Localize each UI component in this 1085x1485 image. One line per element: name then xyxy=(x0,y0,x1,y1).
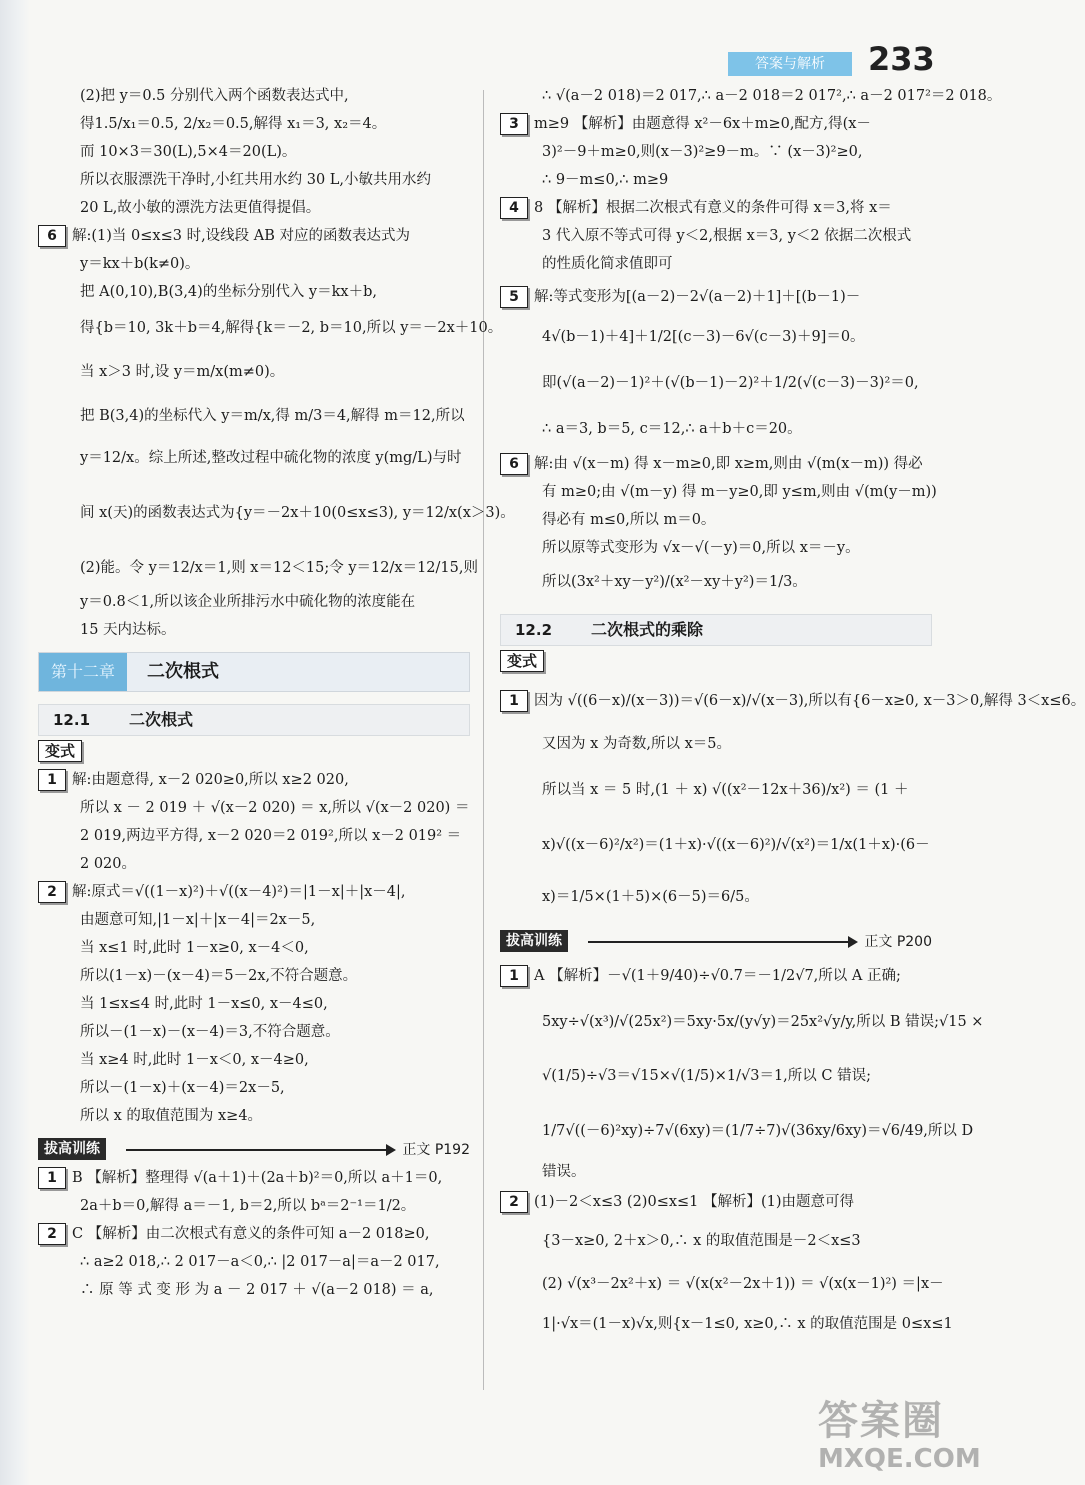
training-3 xyxy=(500,110,932,194)
question-number-badge: 1 xyxy=(500,965,528,987)
text-line: 20 L,故小敏的漂洗方法更值得提倡。 xyxy=(80,200,321,216)
training-header xyxy=(38,1136,470,1164)
text-line: 5xy÷√(x³)/√(25x²)＝5xy·5x/(y√y)＝25x²√y/y,所以 B 错误;√15 × xyxy=(542,1014,984,1030)
text-line: 而 10×3＝30(L),5×4＝20(L)。 xyxy=(80,144,297,160)
text-line: 所以(3x²＋xy－y²)/(x²－xy＋y²)＝1/3。 xyxy=(542,574,807,590)
text-line: (2) √(x³－2x²＋x) ＝ √(x(x²－2x＋1)) ＝ √(x(x－1)²) ＝|x－ xyxy=(542,1276,944,1292)
page-edge-shadow xyxy=(0,0,30,1485)
text-line: 当 x≥4 时,此时 1－x＜0, x－4≥0, xyxy=(80,1052,309,1068)
text-line: (1)－2＜x≤3 (2)0≤x≤1 【解析】(1)由题意可得 xyxy=(534,1194,855,1210)
text-line: 得必有 m≤0,所以 m＝0。 xyxy=(542,512,716,528)
practice-2 xyxy=(500,1186,953,1344)
text-line: 错误。 xyxy=(542,1164,586,1180)
text-line: 所以当 x ＝ 5 时,(1 ＋ x) √((x²－12x＋36)/x²) ＝ (1 ＋ xyxy=(542,782,909,798)
text-line: y＝0.8＜1,所以该企业所排污水中硫化物的浓度能在 xyxy=(80,594,416,610)
text-line: 的性质化简求值即可 xyxy=(542,256,673,272)
text-line: m≥9 【解析】由题意得 x²－6x＋m≥0,配方,得(x－ xyxy=(534,116,871,132)
training-1 xyxy=(38,1164,470,1220)
text-line: (2)能。令 y＝12/x＝1,则 x＝12＜15;令 y＝12/x＝12/15,则 xyxy=(80,560,478,576)
text-line: 因为 √((6－x)/(x－3))＝√(6－x)/√(x－3),所以有{6－x≥0, x－3＞0,解得 3＜x≤6。 xyxy=(534,693,1085,709)
text-line: y＝kx＋b(k≠0)。 xyxy=(80,256,200,272)
chapter-header xyxy=(38,652,470,692)
watermark-url: MXQE.COM xyxy=(818,1444,981,1474)
intro-answer xyxy=(38,82,470,222)
section-number: 12.2 xyxy=(515,621,553,639)
question-number-badge: 2 xyxy=(38,881,66,903)
text-line: 解:由题意得, x－2 020≥0,所以 x≥2 020, xyxy=(72,772,349,788)
text-line: 所以原等式变形为 √x－√(－y)＝0,所以 x＝－y。 xyxy=(542,540,860,556)
text-line: ∴ a≥2 018,∴ 2 017－a＜0,∴ |2 017－a|＝a－2 017, xyxy=(80,1254,440,1270)
text-line: 15 天内达标。 xyxy=(80,622,176,638)
text-line: ∴ 9－m≤0,∴ m≥9 xyxy=(542,172,669,188)
text-line: 3 代入原不等式可得 y＜2,根据 x＝3, y＜2 依据二次根式 xyxy=(542,228,912,244)
variant-label: 变式 xyxy=(500,650,544,672)
text-line: 1|·√x＝(1－x)√x,则{x－1≤0, x≥0,∴ x 的取值范围是 0≤x≤1 xyxy=(542,1316,953,1332)
text-line: 把 A(0,10),B(3,4)的坐标分别代入 y＝kx＋b, xyxy=(80,284,377,300)
text-line: 2 020。 xyxy=(80,856,137,872)
text-line: 所以(1－x)－(x－4)＝5－2x,不符合题意。 xyxy=(80,968,358,984)
right-column xyxy=(500,82,1085,1344)
section-header xyxy=(500,614,932,646)
text-line: 得1.5/x₁＝0.5, 2/x₂＝0.5,解得 x₁＝3, x₂＝4。 xyxy=(80,116,387,132)
text-line: 所以衣服漂洗干净时,小红共用水约 30 L,小敏共用水约 xyxy=(80,172,432,188)
text-line: 把 B(3,4)的坐标代入 y＝m/x,得 m/3＝4,解得 m＝12,所以 xyxy=(80,408,465,424)
watermark-logo-text: 答案圈 xyxy=(818,1398,944,1444)
variant-1 xyxy=(38,766,470,878)
question-number-badge: 6 xyxy=(38,225,66,247)
question-number-badge: 1 xyxy=(500,690,528,712)
text-line: x)√((x－6)²/x²)＝(1＋x)·√((x－6)²)/√(x²)＝1/x(1＋x)·(6－ xyxy=(542,837,930,853)
text-line: 当 x≤1 时,此时 1－x≥0, x－4＜0, xyxy=(80,940,309,956)
question-number-badge: 6 xyxy=(500,453,528,475)
textbook-page-ref: 正文 P192 xyxy=(402,1142,470,1158)
text-line: ∴ a＝3, b＝5, c＝12,∴ a＋b＋c＝20。 xyxy=(542,421,802,437)
text-line: 1/7√((－6)²xy)÷7√(6xy)＝(1/7÷7)√(36xy/6xy)＝√6/49,所以 D xyxy=(542,1123,974,1139)
text-line: C 【解析】由二次根式有意义的条件可知 a－2 018≥0, xyxy=(72,1226,430,1242)
text-line: y＝12/x。综上所述,整改过程中硫化物的浓度 y(mg/L)与时 xyxy=(80,450,462,466)
text-line: 当 x＞3 时,设 y＝m/x(m≠0)。 xyxy=(80,364,285,380)
text-line: 所以 x － 2 019 ＋ √(x－2 020) ＝ x,所以 √(x－2 020) ＝ xyxy=(80,800,470,816)
text-line: 即(√(a－2)－1)²＋(√(b－1)－2)²＋1/2(√(c－3)－3)²＝0, xyxy=(542,375,919,391)
text-line: ∴ 原 等 式 变 形 为 a － 2 017 ＋ √(a－2 018) ＝ a, xyxy=(80,1282,434,1298)
training-4 xyxy=(500,194,932,278)
question-number-badge: 5 xyxy=(500,286,528,308)
text-line: 2a＋b＝0,解得 a＝－1, b＝2,所以 bᵃ＝2⁻¹＝1/2。 xyxy=(80,1198,416,1214)
site-watermark xyxy=(818,1398,988,1478)
text-line: 解:原式＝√((1－x)²)＋√((x－4)²)＝|1－x|＋|x－4|, xyxy=(72,884,406,900)
column-divider xyxy=(483,90,484,1390)
section-number: 12.1 xyxy=(53,711,91,729)
variant-1 xyxy=(500,676,1085,922)
text-line: 4√(b－1)＋4]＋1/2[(c－3)－6√(c－3)＋9]＝0。 xyxy=(542,329,865,345)
question-number-badge: 4 xyxy=(500,197,528,219)
text-line: 又因为 x 为奇数,所以 x＝5。 xyxy=(542,736,732,752)
question-6 xyxy=(38,222,515,644)
text-line: 解:(1)当 0≤x≤3 时,设线段 AB 对应的函数表达式为 xyxy=(72,228,411,244)
text-line: 有 m≥0;由 √(m－y) 得 m－y≥0,即 y≤m,则由 √(m(y－m)) xyxy=(542,484,937,500)
text-line: 8 【解析】根据二次根式有意义的条件可得 x＝3,将 x＝ xyxy=(534,200,892,216)
variant-2 xyxy=(38,878,470,1130)
text-line: 间 x(天)的函数表达式为{y＝－2x＋10(0≤x≤3), y＝12/x(x＞3)。 xyxy=(80,505,515,521)
text-line: {3－x≥0, 2＋x＞0,∴ x 的取值范围是－2＜x≤3 xyxy=(542,1233,861,1249)
question-number-badge: 3 xyxy=(500,113,528,135)
arrow-line-icon xyxy=(588,941,850,943)
chapter-tag: 第十二章 xyxy=(39,653,127,691)
continued-answer xyxy=(500,82,1002,110)
training-header xyxy=(500,928,932,956)
text-line: A 【解析】－√(1＋9/40)÷√0.7＝－1/2√7,所以 A 正确; xyxy=(534,968,901,984)
question-number-badge: 1 xyxy=(38,769,66,791)
arrow-line-icon xyxy=(126,1149,388,1151)
text-line: 3)²－9＋m≥0,则(x－3)²≥9－m。∵ (x－3)²≥0, xyxy=(542,144,863,160)
text-line: 所以－(1－x)＋(x－4)＝2x－5, xyxy=(80,1080,285,1096)
text-line: 解:由 √(x－m) 得 x－m≥0,即 x≥m,则由 √(m(x－m)) 得必 xyxy=(534,456,923,472)
question-number-badge: 1 xyxy=(38,1167,66,1189)
text-line: 2 019,两边平方得, x－2 020＝2 019²,所以 x－2 019² ＝ xyxy=(80,828,462,844)
text-line: 所以 x 的取值范围为 x≥4。 xyxy=(80,1108,263,1124)
practice-1 xyxy=(500,956,984,1186)
section-title: 二次根式的乘除 xyxy=(591,620,704,639)
text-line: 得{b＝10, 3k＋b＝4,解得{k＝－2, b＝10,所以 y＝－2x＋10。 xyxy=(80,320,503,336)
training-6 xyxy=(500,450,937,602)
text-line: x)＝1/5×(1＋5)×(6－5)＝6/5。 xyxy=(542,889,759,905)
training-5 xyxy=(500,278,932,450)
text-line: B 【解析】整理得 √(a＋1)＋(2a＋b)²＝0,所以 a＋1＝0, xyxy=(72,1170,443,1186)
training-2 xyxy=(38,1220,470,1304)
text-line: √(1/5)÷√3＝√15×√(1/5)×1/√3＝1,所以 C 错误; xyxy=(542,1068,871,1084)
question-number-badge: 2 xyxy=(500,1191,528,1213)
text-line: (2)把 y＝0.5 分别代入两个函数表达式中, xyxy=(80,88,349,104)
text-line: 所以－(1－x)－(x－4)＝3,不符合题意。 xyxy=(80,1024,340,1040)
question-number-badge: 2 xyxy=(38,1223,66,1245)
chapter-title: 二次根式 xyxy=(147,661,219,682)
text-line: ∴ √(a－2 018)＝2 017,∴ a－2 018＝2 017²,∴ a－2 017²＝2 018。 xyxy=(542,88,1002,104)
training-label: 拔高训练 xyxy=(38,1138,106,1160)
text-line: 解:等式变形为[(a－2)－2√(a－2)＋1]＋[(b－1)－ xyxy=(534,289,861,305)
section-title: 二次根式 xyxy=(129,710,194,729)
left-column xyxy=(38,82,515,1304)
text-line: 当 1≤x≤4 时,此时 1－x≤0, x－4≤0, xyxy=(80,996,328,1012)
variant-label: 变式 xyxy=(38,740,82,762)
textbook-page-ref: 正文 P200 xyxy=(864,934,932,950)
section-header xyxy=(38,704,470,736)
text-line: 由题意可知,|1－x|＋|x－4|＝2x－5, xyxy=(80,912,316,928)
training-label: 拔高训练 xyxy=(500,930,568,952)
page-number: 233 xyxy=(868,40,935,78)
answer-analysis-tab: 答案与解析 xyxy=(728,52,852,76)
